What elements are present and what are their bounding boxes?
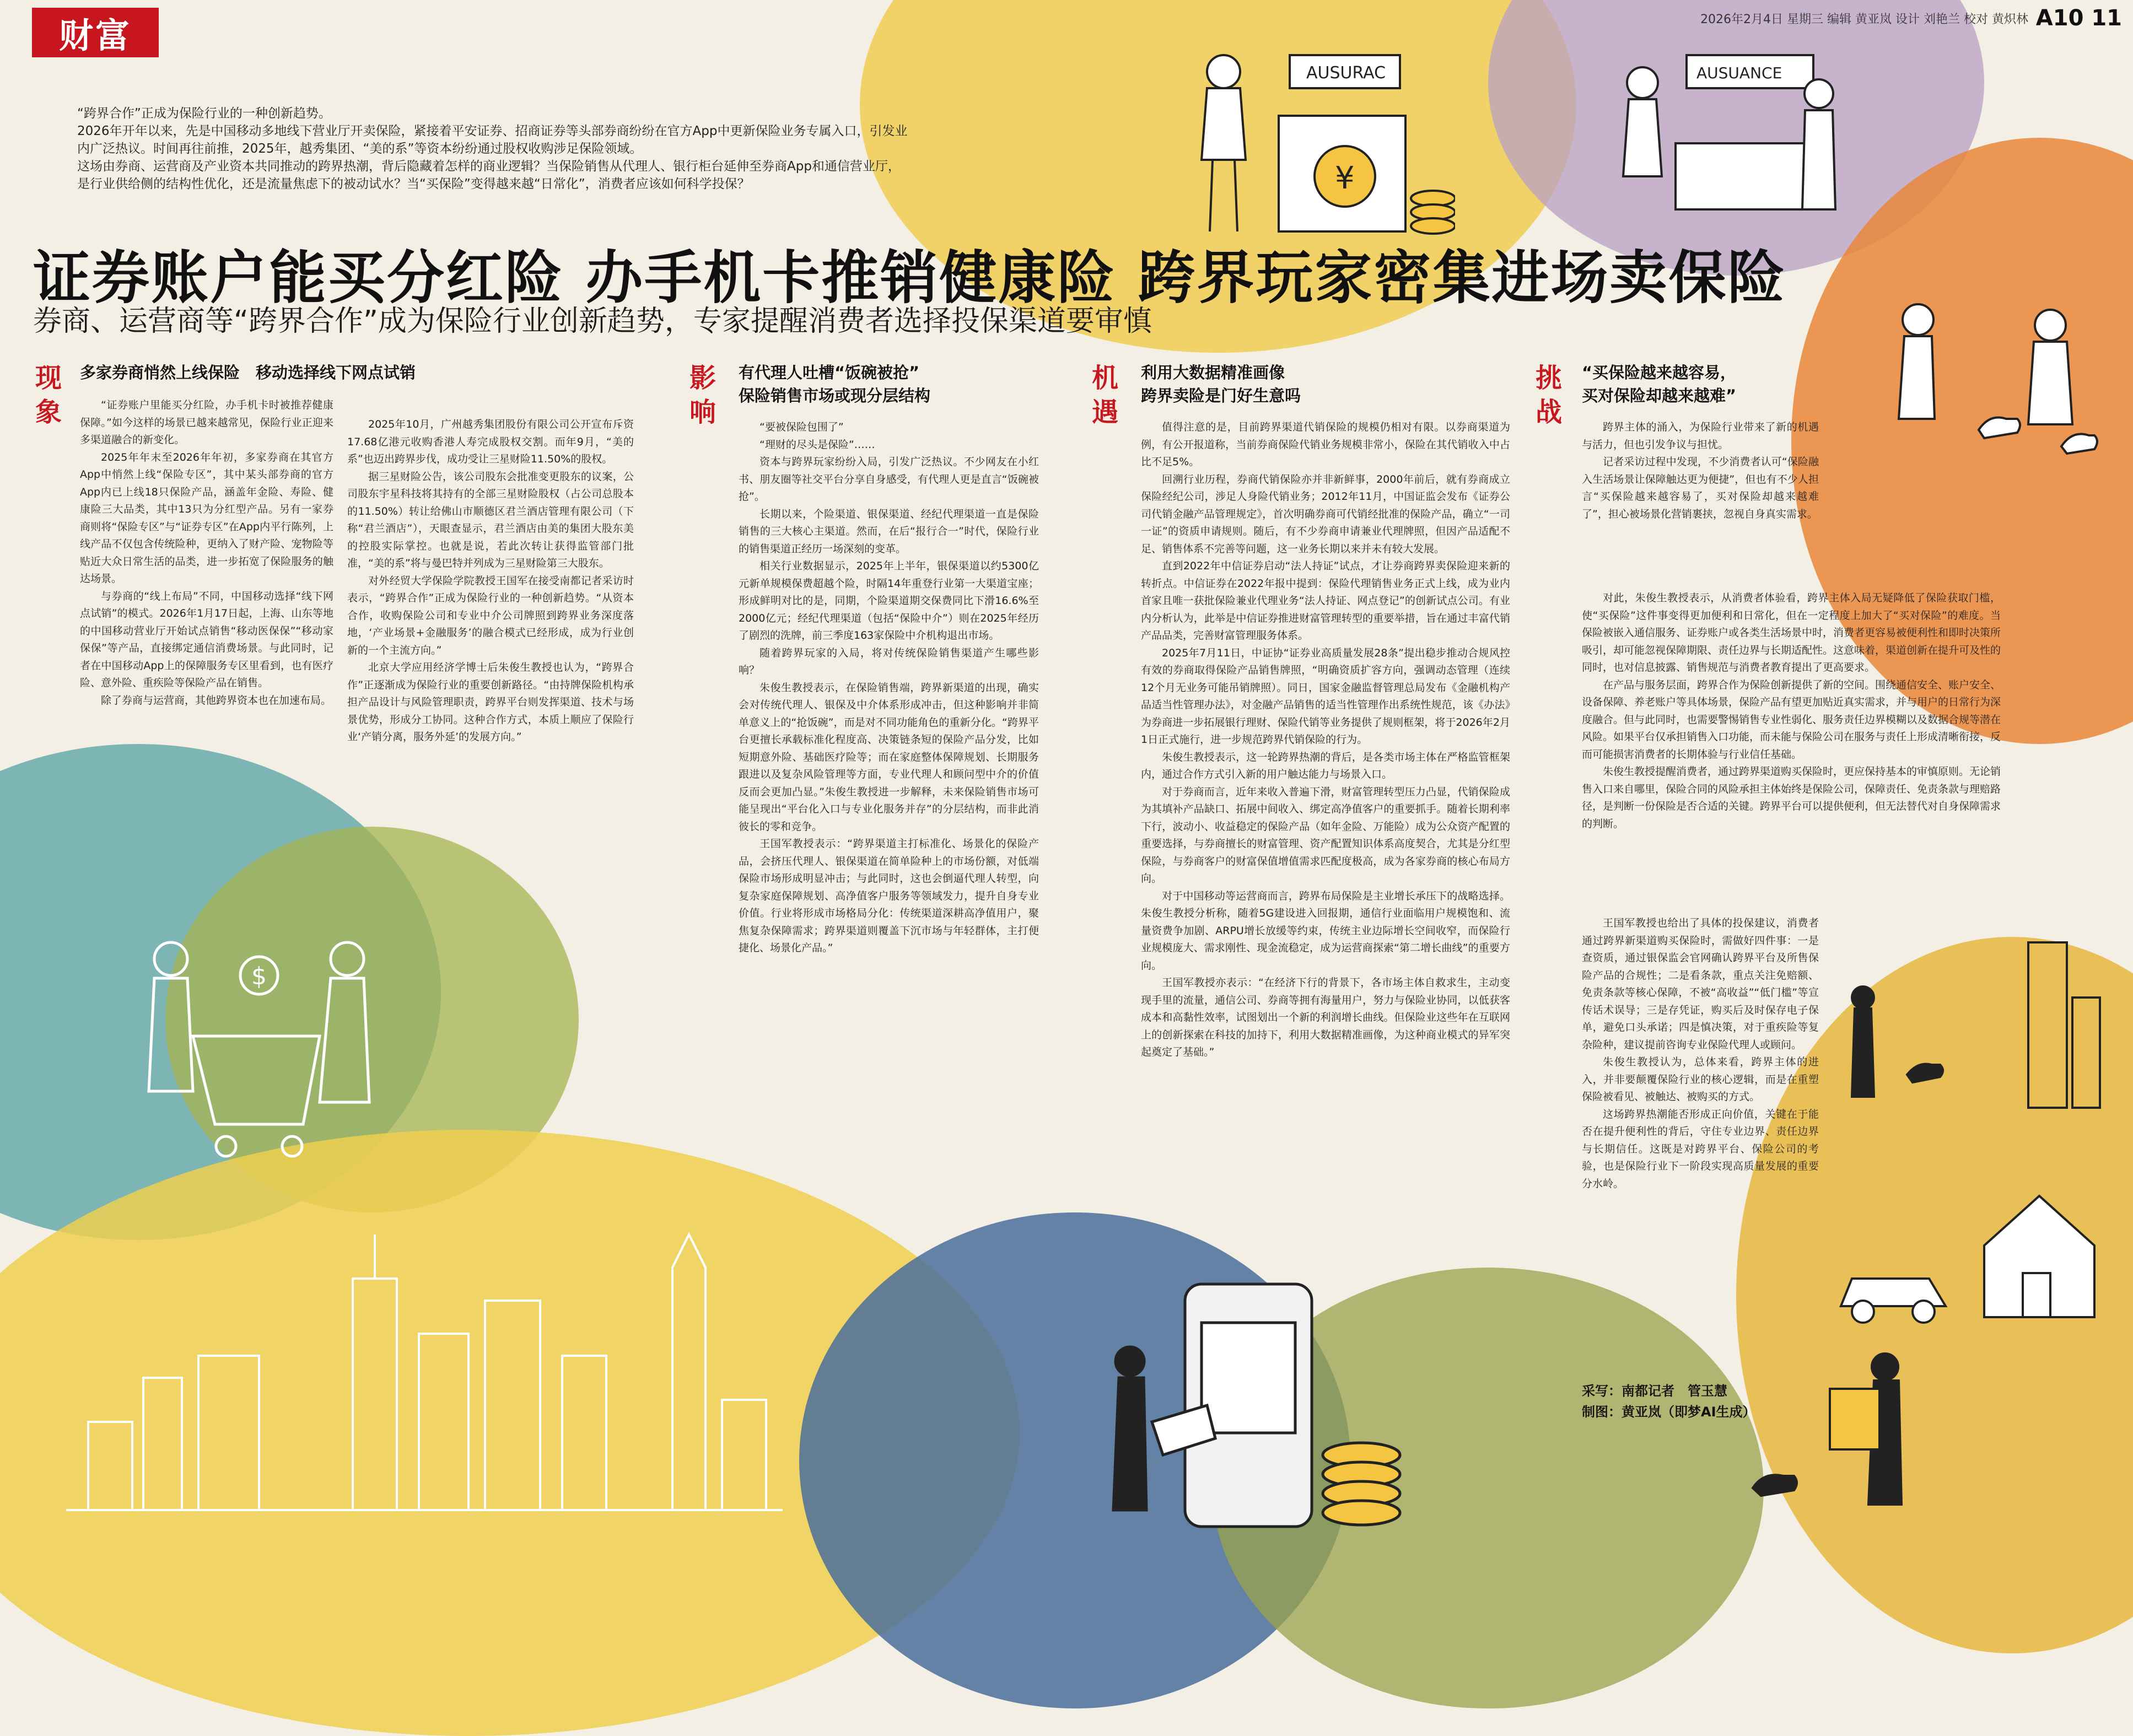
paragraph: 朱俊生教授表示，这一轮跨界热潮的背后，是各类市场主体在严格监管框架内，通过合作方式引入新的用户触达能力与场景入口。 [1141,751,1510,780]
article-column [1582,419,1819,523]
paragraph: 记者采访过程中发现，不少消费者认可“保险融入生活场景让保障触达更为便捷”，但也有不少人担言“买保险越来越容易了，买对保险却越来越难了”，担心被场景化营销裹挟，忽视自身真实需求。 [1582,456,1819,520]
section-tag: 财富 [32,8,159,57]
heading-line: 保险销售市场或现分层结构 [739,386,931,405]
side-label-char: 象 [35,397,62,428]
side-label-challenge [1532,361,1565,429]
section-heading [739,361,1025,407]
paragraph: 资本与跨界玩家纷纷入局，引发广泛热议。不少网友在小红书、朋友圈等社交平台分享自身感受，有代理人更是直言“饭碗被抢”。 [739,456,1039,503]
paragraph: “证券账户里能买分红险，办手机卡时被推荐健康保障。”如今这样的场景已越来越常见，保险行业正迎来多渠道融合的新变化。 [80,399,333,446]
coin-symbol: ¥ [1335,160,1355,196]
phone-document-illustration [1097,1279,1428,1532]
section-heading [1141,361,1472,407]
insurance-stall-illustration [1146,33,1455,242]
stall-sign-text: AUSURAC [1306,63,1386,83]
page-number: A10 11 [2035,6,2122,31]
side-label-phenomenon [32,361,65,429]
paragraph: 值得注意的是，目前跨界渠道代销保险的规模仍相对有限。以券商渠道为例，有公开报道称，当前券商保险代销业务规模非常小，保险在其代销收入中占比不足5%。 [1141,421,1510,468]
shopping-cart-couple-illustration [127,926,386,1168]
subhead: 券商、运营商等“跨界合作”成为保险行业创新趋势，专家提醒消费者选择投保渠道要审慎 [33,305,1152,338]
paragraph: 北京大学应用经济学博士后朱俊生教授也认为，“跨界合作”正逐渐成为保险行业的重要创新路径。“由持牌保险机构承担产品设计与风险管理职责，跨界平台则发挥渠道、技术与场景优势，形成分工协同。这种合作方式，本质上顺应了保险行业‘产销分离，服务外延’的发展方向。” [347,661,634,743]
section-heading [1582,361,1857,407]
article-column [739,419,1039,957]
byline-reporter: 采写：南都记者 管玉慧 [1582,1383,1727,1399]
section-heading: 多家券商悄然上线保险 移动选择线下网点试销 [80,363,416,382]
paragraph: “理财的尽头是保险”…… [760,438,875,451]
side-label-char: 战 [1535,397,1562,428]
paragraph: 对此，朱俊生教授表示，从消费者体验看，跨界主体入局无疑降低了保险获取门槛，使“买保险”这件事变得更加便利和日常化，但在一定程度上加大了“买对保险”的难度。当保险被嵌入通信服务、证券账户或各类生活场景中时，消费者更容易被便利性和即时决策所吸引，却可能忽视保障期限、责任边界与长期适配性。这意味着，渠道创新在提升可及性的同时，也对信息披露、销售规范与消费者教育提出了更高要求。 [1582,592,2001,673]
article-column [1582,915,1819,1193]
paragraph: 相关行业数据显示，2025年上半年，银保渠道以约5300亿元新单规模保费超越个险，时隔14年重登行业第一大渠道宝座；形成鲜明对比的是，同期，个险渠道期交保费同比下滑16.6%至2000亿元；经纪代理渠道（包括“保险中介”）则在2025年经历了剧烈的洗牌，前三季度163家保险中介机构退出市场。 [739,560,1039,641]
side-label-opportunity [1089,361,1122,429]
paragraph: 据三星财险公告，该公司股东会批准变更股东的议案，公司股东宇星科技将其持有的全部三星财险股权（占公司总股本的11.50%）转让给佛山市顺德区君兰酒店管理有限公司（下称“君兰酒店”），天眼查显示，君兰酒店由美的集团大股东美的控股实际掌控。也就是说，若此次转让获得监管部门批准，“美的系”将与曼巴特并列成为三星财险第三大股东。 [347,470,634,569]
byline-illustration: 制图：黄亚岚（即梦AI生成） [1582,1404,1756,1420]
heading-line: 利用大数据精准画像 [1141,363,1285,382]
heading-line: 买对保险却越来越难” [1582,386,1737,405]
city-skyline-illustration [66,1212,783,1521]
dollar-symbol: $ [251,962,267,990]
paragraph: 回溯行业历程，券商代销保险亦并非新鲜事，2000年前后，就有券商成立保险经纪公司，涉足人身险代销业务；2012年11月，中国证监会发布《证券公司代销金融产品管理规定》，首次明确券商可代销经批准的保险产品，确立“一司一证”的资质申请规则。随后，有不少券商申请兼业代理牌照，但因产品适配不足、销售体系不完善等问题，这一业务长期以来并未有较大发展。 [1141,473,1510,555]
paragraph: 除了券商与运营商，其他跨界资本也在加速布局。 [101,694,332,707]
paragraph: 对于中国移动等运营商而言，跨界布局保险是主业增长承压下的战略选择。朱俊生教授分析称，随着5G建设进入回报期，通信行业面临用户规模饱和、流量资费争加剧、ARPU增长放缓等约束，传统主业边际增长空间收窄，而保险行业规模庞大、需求刚性、现金流稳定，成为运营商探索“第二增长曲线”的重要方向。 [1141,889,1510,972]
side-label-impact [686,361,719,429]
paragraph: 对于券商而言，近年来收入普遍下滑，财富管理转型压力凸显，代销保险成为其填补产品缺口、拓展中间收入、绑定高净值客户的重要抓手。随着长期利率下行，波动小、收益稳定的保险产品（如年金险、万能险）成为公众资产配置的重要选择，与券商擅长的财富管理、资产配置知识体系高度契合，尤其是分红型保险，与券商客户的财富保值增值需求匹配度极高，成为各家券商的核心布局方向。 [1141,785,1510,885]
side-label-char: 现 [35,363,62,393]
page-meta: 2026年2月4日 星期三 编辑 黄亚岚 设计 刘艳兰 校对 黄炽林 [1700,13,2028,26]
lede-paragraph: 2026年开年以来，先是中国移动多地线下营业厅开卖保险，紧接着平安证券、招商证券等头部券商纷纷在官方App中更新保险业务专属入口，引发业内广泛热议。时间再往前推，2025年，越秀集团、“美的系”等资本纷纷通过股权收购涉足保险领域。 [77,124,908,156]
heading-line: “买保险越来越容易， [1582,363,1737,382]
paragraph: 王国军教授亦表示：“在经济下行的背景下，各市场主体自救求生，主动变现手里的流量，通信公司、券商等拥有海量用户，努力与保险业协同，以低获客成本和高黏性效率，试图划出一个新的利润增长曲线。但保险业这些年在互联网上的创新探索在科技的加持下，利用大数据精准画像，为这种商业模式的异军突起奠定了基础。” [1141,977,1510,1058]
walk-dog-city-illustration [1830,931,2105,1152]
counter-service-illustration [1598,33,1863,220]
paragraph: 王国军教授也给出了具体的投保建议，消费者通过跨界新渠道购买保险时，需做好四件事：一是查资质，通过银保监会官网确认跨界平台及所售保险产品的合规性；二是看条款，重点关注免赔额、免责条款等核心保障，不被“高收益”“低门槛”等宣传话术误导；三是存凭证，购买后及时保存电子保单，避免口头承诺；四是慎决策，对于重疾险等复杂险种，建议提前咨询专业保险代理人或顾问。 [1582,917,1819,1051]
paragraph: 朱俊生教授表示，在保险销售端，跨界新渠道的出现，确实会对传统代理人、银保及中介体系形成冲击，但这种影响并非简单意义上的“抢饭碗”，而是对不同功能角色的重新分化。“跨界平台更擅长承载标准化程度高、决策链条短的保险产品分发，比如短期意外险、基础医疗险等；而在家庭整体保障规划、长期服务跟进以及复杂风险管理等方面，专业代理人和顾问型中介的价值反而会更加凸显。”朱俊生教授进一步解释，未来保险销售市场可能呈现出“平台化入口与专业化服务并存”的分层结构，而非此消彼长的零和竞争。 [739,681,1039,833]
article-column [1582,590,2001,833]
side-label-char: 机 [1091,363,1118,393]
paragraph: 长期以来，个险渠道、银保渠道、经纪代理渠道一直是保险销售的三大核心主渠道。然而，在后“报行合一”时代，保险行业的销售渠道正经历一场深刻的变革。 [739,508,1039,555]
paragraph: 这场跨界热潮能否形成正向价值，关键在于能否在提升便利性的背后，守住专业边界、责任边界与长期信任。这既是对跨界平台、保险公司的考验，也是保险行业下一阶段实现高质量发展的重要分水岭。 [1582,1108,1819,1190]
paragraph: 朱俊生教授认为，总体来看，跨界主体的进入，并非要颠覆保险行业的核心逻辑，而是在重塑保险被看见、被触达、被购买的方式。 [1582,1056,1819,1103]
counter-sign-text: AUSUANCE [1696,64,1782,82]
article-column [1141,419,1510,1061]
house-car-illustration [1830,1174,2127,1339]
couple-with-dogs-illustration [1874,287,2105,474]
lede-paragraph: 这场由券商、运营商及产业资本共同推动的跨界热潮，背后隐藏着怎样的商业逻辑？当保险销售从代理人、银行柜台延伸至券商App和通信营业厅，是行业供给侧的结构性优化，还是流量焦虑下的被动试水？当“买保险”变得越来越“日常化”，消费者应该如何科学投保？ [77,159,901,191]
side-label-char: 影 [689,363,716,393]
paragraph: 直到2022年中信证券启动“法人持证”试点，才让券商跨界卖保险迎来新的转折点。中信证券在2022年报中提到：保险代理销售业务正式上线，成为业内首家且唯一获批保险兼业代理业务“法人持证、网点登记”的创新试点公司。有业内分析认为，此举是中信证券推进财富管理转型的重要举措，旨在通过丰富代销产品品类，完善财富管理服务体系。 [1141,560,1510,641]
article-column [347,416,634,746]
heading-line: 有代理人吐槽“饭碗被抢” [739,363,920,382]
lede [77,105,909,193]
lede-paragraph: “跨界合作”正成为保险行业的一种创新趋势。 [77,106,331,121]
paragraph: 2025年7月11日，中证协“证券业高质量发展28条”提出稳步推动合规风控有效的券商取得保险产品销售牌照，“明确资质扩容方向，强调动态管理（连续12个月无业务可能吊销牌照）。同日，国家金融监督管理总局发布《金融机构产品适当性管理办法》，对金融产品销售的适当性管理作出系统性规范，该《办法》为券商进一步拓展银行理财、保险代销等业务提供了规则框架，将于2026年2月1日正式施行，进一步规范跨界代销保险的行为。 [1141,646,1510,746]
paragraph: 2025年年末至2026年年初，多家券商在其官方App中悄然上线“保险专区”，其中某头部券商的官方App内已上线18只保险产品，涵盖年金险、寿险、健康险三大品类，其中13只为分红型产品。另有一家券商则将“保险专区”与“证券专区”在App内平行陈列，上线产品不仅包含传统险种，更纳入了财产险、宠物险等贴近大众日常生活的品类，进一步拓宽了保险服务的触达场景。 [80,451,333,585]
paragraph: 对外经贸大学保险学院教授王国军在接受南都记者采访时表示，“跨界合作”正成为保险行业的一种创新趋势。“从资本合作，收购保险公司和专业中介公司牌照到跨界业务深度落地，‘产业场景+金融服务’的融合模式已经形成，成为行业创新的一个主流方向。” [347,574,634,656]
courier-documents-illustration [1742,1345,1951,1521]
paragraph: 朱俊生教授提醒消费者，通过跨界渠道购买保险时，更应保持基本的审慎原则。无论销售入口来自哪里，保险合同的风险承担主体始终是保险公司，保障责任、免责条款与理赔路径，是判断一份保险是否合适的关键。跨界平台可以提供便利，但无法替代对自身保障需求的判断。 [1582,765,2001,830]
paragraph: 在产品与服务层面，跨界合作为保险创新提供了新的空间。围绕通信安全、账户安全、设备保障、养老账户等具体场景，保险产品有望更加贴近真实需求，并与用户的日常行为深度融合。但与此同时，也需要警惕销售专业性弱化、服务责任边界模糊以及数据合规等潜在风险。如果平台仅承担销售入口功能，而未能与保险公司在服务与责任上形成清晰衔接，反而可能损害消费者的长期体验与行业信任基础。 [1582,678,2001,761]
paragraph: 跨界主体的涌入，为保险行业带来了新的机遇与活力，但也引发争议与担忧。 [1582,421,1819,451]
byline [1582,1381,1756,1422]
side-label-char: 挑 [1535,363,1562,393]
paragraph: 随着跨界玩家的入局，将对传统保险销售渠道产生哪些影响？ [739,646,1039,676]
heading-line: 跨界卖险是门好生意吗 [1141,386,1301,405]
side-label-char: 响 [689,397,716,428]
article-column [80,397,333,709]
side-label-char: 遇 [1091,397,1118,428]
headline: 证券账户能买分红险 办手机卡推销健康险 跨界玩家密集进场卖保险 [33,244,1787,311]
paragraph: 与券商的“线上布局”不同，中国移动选择“线下网点试销”的模式。2026年1月17日起，上海、山东等地的中国移动营业厅开始试点销售“移动医保保”“移动家保保”等产品，直接绑定通信消费场景。与此同时，记者在中国移动App上的保障服务专区里看到，也有医疗险、意外险、重疾险等保险产品在销售。 [80,590,333,689]
paragraph: 2025年10月，广州越秀集团股份有限公司公开宣布斥资17.68亿港元收购香港人寿完成股权交割。而年9月，“美的系”也迈出跨界步伐，成功受让三星财险11.50%的股权。 [347,418,634,465]
paragraph: “要被保险包围了” [760,421,844,433]
paragraph: 王国军教授表示：“跨界渠道主打标准化、场景化的保险产品，会挤压代理人、银保渠道在简单险种上的市场份额，对低端保险市场形成明显冲击；与此同时，这也会倒逼代理人转型，向复杂家庭保障规划、高净值客户服务等领域发力，提升自身专业价值。行业将形成市场格局分化：传统渠道深耕高净值用户，聚焦复杂保障需求；跨界渠道则覆盖下沉市场与年轻群体，主打便捷化、场景化产品。” [739,838,1039,954]
